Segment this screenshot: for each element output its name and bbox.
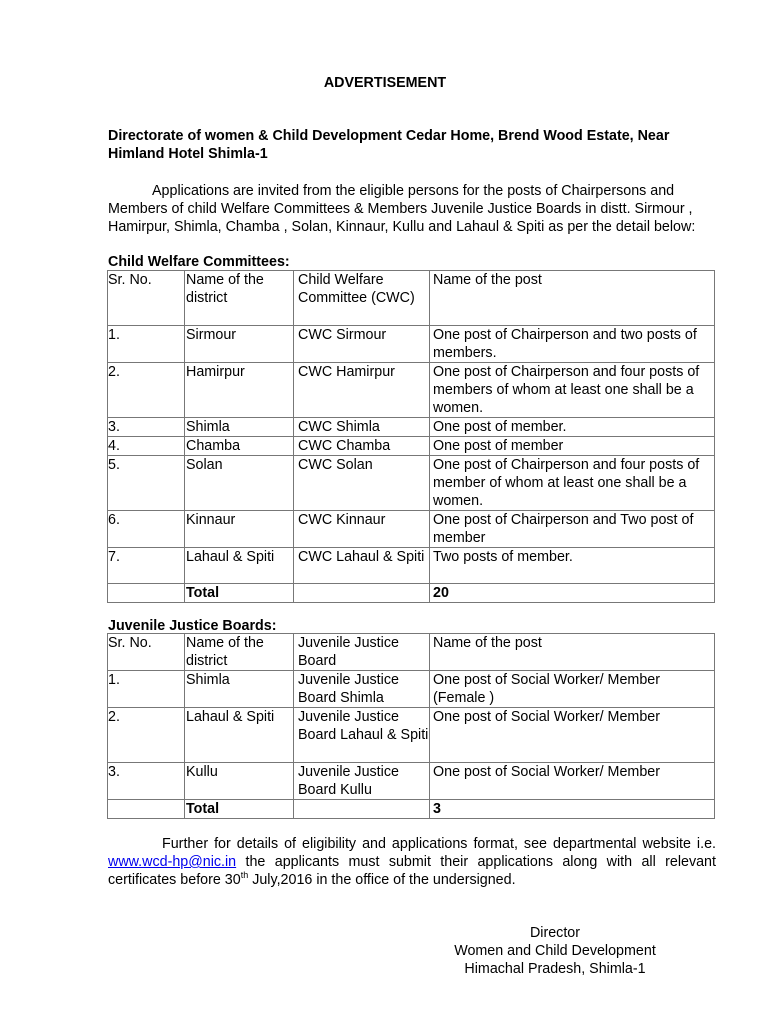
- table-row: [108, 763, 715, 800]
- total-row: [108, 584, 715, 603]
- header-cell: Name of the district: [185, 634, 294, 671]
- post-cell: One post of Social Worker/ Member (Female ): [430, 671, 715, 708]
- further-text-after: the applicants must submit their applications along with all relevant certificates before 30: [108, 854, 716, 888]
- signature-department: Women and Child Development: [454, 943, 656, 959]
- sr-cell: 3.: [108, 763, 185, 800]
- post-cell: One post of Chairperson and Two post of member: [430, 511, 715, 548]
- sr-cell: 6.: [108, 511, 185, 548]
- district-cell: Hamirpur: [185, 363, 294, 418]
- table-header-row: [108, 634, 715, 671]
- committee-cell: CWC Chamba: [294, 437, 430, 456]
- post-cell: One post of Chairperson and two posts of members.: [430, 326, 715, 363]
- sr-cell: 7.: [108, 548, 185, 584]
- header-cell: Sr. No.: [108, 634, 185, 671]
- district-cell: Chamba: [185, 437, 294, 456]
- board-cell: Juvenile Justice Board Shimla: [294, 671, 430, 708]
- committee-cell: CWC Kinnaur: [294, 511, 430, 548]
- post-cell: One post of Social Worker/ Member: [430, 708, 715, 763]
- intro-text: Applications are invited from the eligible persons for the posts of Chairpersons and Members of child Welfare Committees & Members Juvenile Justice Boards in distt. Sirmour , Hamirpur, Shimla, Chamba , Solan, Kinnaur, Kullu and Lahaul & Spiti as per the detail below:: [108, 183, 696, 235]
- district-cell: Lahaul & Spiti: [185, 548, 294, 584]
- organization-address: Directorate of women & Child Development Cedar Home, Brend Wood Estate, Near Himland Hotel Shimla-1: [108, 128, 670, 162]
- sr-cell: 2.: [108, 708, 185, 763]
- total-row: [108, 800, 715, 819]
- further-text-before: Further for details of eligibility and applications format, see departmental website i.e.: [162, 836, 716, 852]
- post-cell: Two posts of member.: [430, 548, 715, 584]
- header-cell: Name of the post: [430, 271, 715, 326]
- table-row: [108, 511, 715, 548]
- post-cell: One post of Social Worker/ Member: [430, 763, 715, 800]
- district-cell: Kinnaur: [185, 511, 294, 548]
- board-cell: Juvenile Justice Board Lahaul & Spiti: [294, 708, 430, 763]
- table-row: [108, 671, 715, 708]
- table-row: [108, 363, 715, 418]
- header-cell: Juvenile Justice Board: [294, 634, 430, 671]
- header-cell: Name of the post: [430, 634, 715, 671]
- committee-cell: CWC Hamirpur: [294, 363, 430, 418]
- website-link[interactable]: www.wcd-hp@nic.in: [108, 854, 237, 870]
- district-cell: Sirmour: [185, 326, 294, 363]
- post-cell: One post of Chairperson and four posts of members of whom at least one shall be a women.: [430, 363, 715, 418]
- total-value: 3: [430, 800, 715, 819]
- empty-cell: [294, 800, 430, 819]
- table-row: [108, 418, 715, 437]
- table-row: [108, 437, 715, 456]
- document-title: ADVERTISEMENT: [323, 75, 447, 91]
- sr-cell: 1.: [108, 326, 185, 363]
- post-cell: One post of member.: [430, 418, 715, 437]
- sr-cell: 3.: [108, 418, 185, 437]
- further-paragraph: [108, 835, 716, 889]
- header-cell: Name of the district: [185, 271, 294, 326]
- intro-paragraph: [108, 182, 718, 236]
- district-cell: Shimla: [185, 418, 294, 437]
- sr-cell: 5.: [108, 456, 185, 511]
- district-cell: Solan: [185, 456, 294, 511]
- district-cell: Shimla: [185, 671, 294, 708]
- cwc-table: [107, 270, 715, 603]
- jjb-table: [107, 633, 715, 819]
- jjb-heading: Juvenile Justice Boards:: [108, 618, 277, 634]
- sr-cell: 4.: [108, 437, 185, 456]
- district-cell: Lahaul & Spiti: [185, 708, 294, 763]
- post-cell: One post of member: [430, 437, 715, 456]
- further-text-end: July,2016 in the office of the undersigned.: [248, 872, 516, 888]
- empty-cell: [108, 800, 185, 819]
- total-label: Total: [185, 800, 294, 819]
- signature-location: Himachal Pradesh, Shimla-1: [464, 961, 646, 977]
- post-cell: One post of Chairperson and four posts of member of whom at least one shall be a women.: [430, 456, 715, 511]
- total-label: Total: [185, 584, 294, 603]
- header-cell: Sr. No.: [108, 271, 185, 326]
- district-cell: Kullu: [185, 763, 294, 800]
- header-cell: Child Welfare Committee (CWC): [294, 271, 430, 326]
- date-superscript: th: [240, 870, 249, 881]
- empty-cell: [294, 584, 430, 603]
- sr-cell: 2.: [108, 363, 185, 418]
- table-row: [108, 708, 715, 763]
- table-row: [108, 456, 715, 511]
- committee-cell: CWC Shimla: [294, 418, 430, 437]
- table-row: [108, 548, 715, 584]
- table-header-row: [108, 271, 715, 326]
- board-cell: Juvenile Justice Board Kullu: [294, 763, 430, 800]
- empty-cell: [108, 584, 185, 603]
- committee-cell: CWC Lahaul & Spiti: [294, 548, 430, 584]
- committee-cell: CWC Solan: [294, 456, 430, 511]
- table-row: [108, 326, 715, 363]
- signature-block: [440, 924, 670, 978]
- sr-cell: 1.: [108, 671, 185, 708]
- committee-cell: CWC Sirmour: [294, 326, 430, 363]
- signature-title: Director: [529, 925, 581, 941]
- cwc-heading: Child Welfare Committees:: [108, 254, 290, 270]
- total-value: 20: [430, 584, 715, 603]
